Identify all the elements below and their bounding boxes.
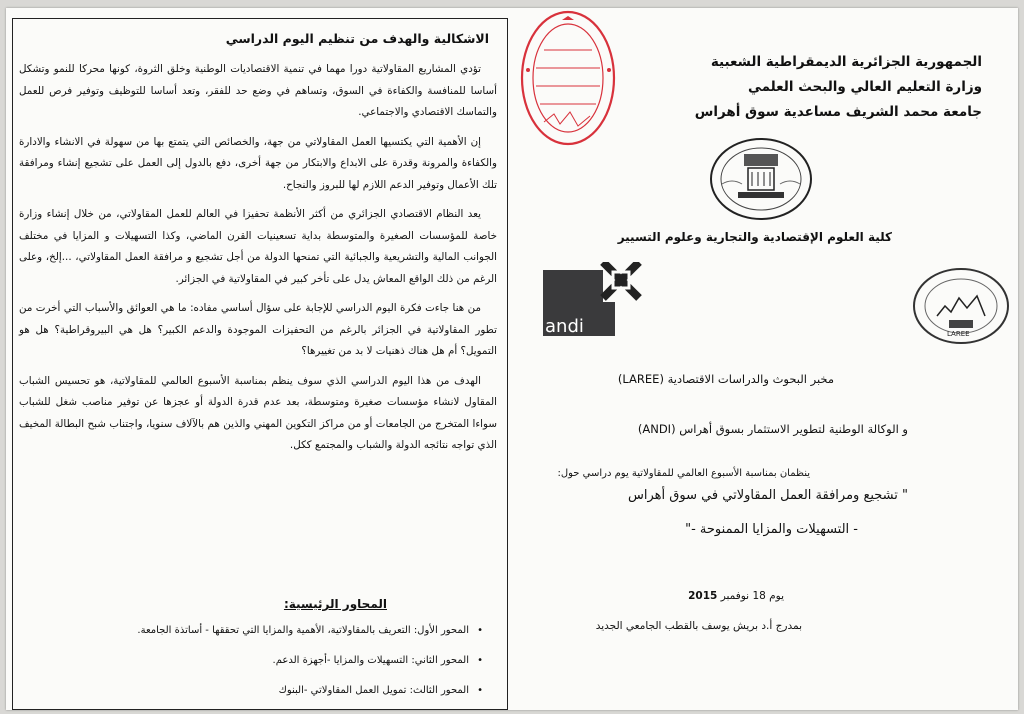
- brochure-sheet: [6, 8, 1018, 710]
- andi-logo-text: andi: [545, 316, 584, 337]
- event-date: [688, 590, 784, 602]
- andi-logo: [543, 262, 645, 338]
- faculty-name: كلية العلوم الإقتصادية والتجارية وعلوم التسيير: [617, 230, 892, 244]
- event-year: 2015: [688, 590, 718, 602]
- header-block: [695, 54, 982, 129]
- paragraph: من هنا جاءت فكرة اليوم الدراسي للإجابة على سؤال أساسي مفاده: ما هي العوائق والأسباب التي أخرت من تطور المقاولاتية في الجزائر بالرغم من التحفيزات الموجودة والدعم الكبير؟ هل هي البيروقراطية؟ هل هو التمويل؟ أم هل هناك ذهنيات لا بد من تغييرها؟: [19, 302, 497, 357]
- paragraphs: [19, 59, 497, 465]
- agency-name: و الوكالة الوطنية لتطوير الاستثمار بسوق أهراس (ANDI): [637, 422, 908, 436]
- axis-item: • المحور الأول: التعريف بالمقاولاتية، الأهمية والمزايا التي تحققها - أساتذة الجامعة.: [23, 623, 483, 639]
- laree-lab-logo: [911, 266, 1011, 346]
- axes-list: [23, 623, 483, 713]
- panel-frame: [12, 18, 508, 710]
- republic-name: الجمهورية الجزائرية الديمقراطية الشعبية: [710, 54, 982, 70]
- event-date-prefix: يوم 18 نوفمبر: [720, 590, 784, 602]
- axis-item: • المحور الثالث: تمويل العمل المقاولاتي -البنوك: [23, 683, 483, 699]
- paragraph: تؤدي المشاريع المقاولاتية دورا مهما في تنمية الاقتصاديات الوطنية وخلق الثروة، كونها محركا للنمو وتشكل أساسا للمنافسة والكفاءة في السوق، وتساهم في وضع حد للفقر، وتعد أساسا للتوظيف وتوفير فرص للعمل والتماسك الاقتصادي والاجتماعي.: [19, 63, 497, 118]
- paragraph: الهدف من هذا اليوم الدراسي الذي سوف ينظم بمناسبة الأسبوع العالمي للمقاولاتية، هو تحسيس الشباب المقاول لانشاء مؤسسات صغيرة ومتوسطة، بعد عدم قدرة الدولة أو عجزها عن توفير مناصب شغل للشباب سواءا المتخرج من الجامعات أو من مراكز التكوين المهني والذين هم بالآلاف سنويا، واجتناب شبح البطالة المخيف الذي تواجه نتائجه الدولة والشباب والمجتمع ككل.: [19, 374, 497, 451]
- paragraph: يعد النظام الاقتصادي الجزائري من أكثر الأنظمة تحفيزا في العالم للعمل المقاولاتي، من خلال إنشاء وزارة خاصة للمؤسسات الصغيرة والمتوسطة بداية تسعينيات القرن الماضي، وكذا التسهيلات و المزايا في مختلف الجوانب المالية والتشريعية والجبائية التي تمنحها الدولة من أجل تشجيع و مرافقة العمل المقاولاتي، ...إلخ، وعلى الرغم من ذلك الواقع المعاش يدل على تأخر كبير في المقاولاتية في الجزائر.: [19, 208, 497, 285]
- ministry-name: وزارة التعليم العالي والبحث العلمي: [747, 79, 982, 95]
- problem-statement-panel: [6, 8, 514, 710]
- university-name: جامعة محمد الشريف مساعدية سوق أهراس: [694, 104, 982, 120]
- laree-logo-text: LAREE: [947, 330, 970, 338]
- organizes-line: ينظمان بمناسبة الأسبوع العالمي للمقاولاتية يوم دراسي حول:: [557, 468, 810, 479]
- paragraph: إن الأهمية التي يكتسيها العمل المقاولاتي من جهة، والخصائص التي يتمتع بها من سهولة في الانشاء والادارة والكفاءة والمرونة وقدرة على الابداع والابتكار من جهة أخرى، دفع بالدول إلى العمل على تشجيع إنشاء ومرافقة تلك الأعمال وتوفير الدعم اللازم لها للبروز والنجاح.: [19, 135, 497, 191]
- section-title: الاشكالية والهدف من تنظيم اليوم الدراسي: [225, 31, 489, 46]
- event-venue: بمدرج أ.د بريش يوسف بالقطب الجامعي الجديد: [595, 620, 802, 632]
- event-title: " تشجيع ومرافقة العمل المقاولاتي في سوق أهراس: [628, 488, 908, 503]
- lab-name: مخبر البحوث والدراسات الاقتصادية (LAREE): [617, 372, 834, 386]
- university-logo: [708, 136, 814, 222]
- cover-panel: [514, 8, 1018, 710]
- axes-heading: المحاور الرئيسية:: [283, 597, 387, 611]
- axis-item: • المحور الثاني: التسهيلات والمزايا -أجهزة الدعم.: [23, 653, 483, 669]
- event-subtitle: - التسهيلات والمزايا الممنوحة -": [685, 522, 858, 537]
